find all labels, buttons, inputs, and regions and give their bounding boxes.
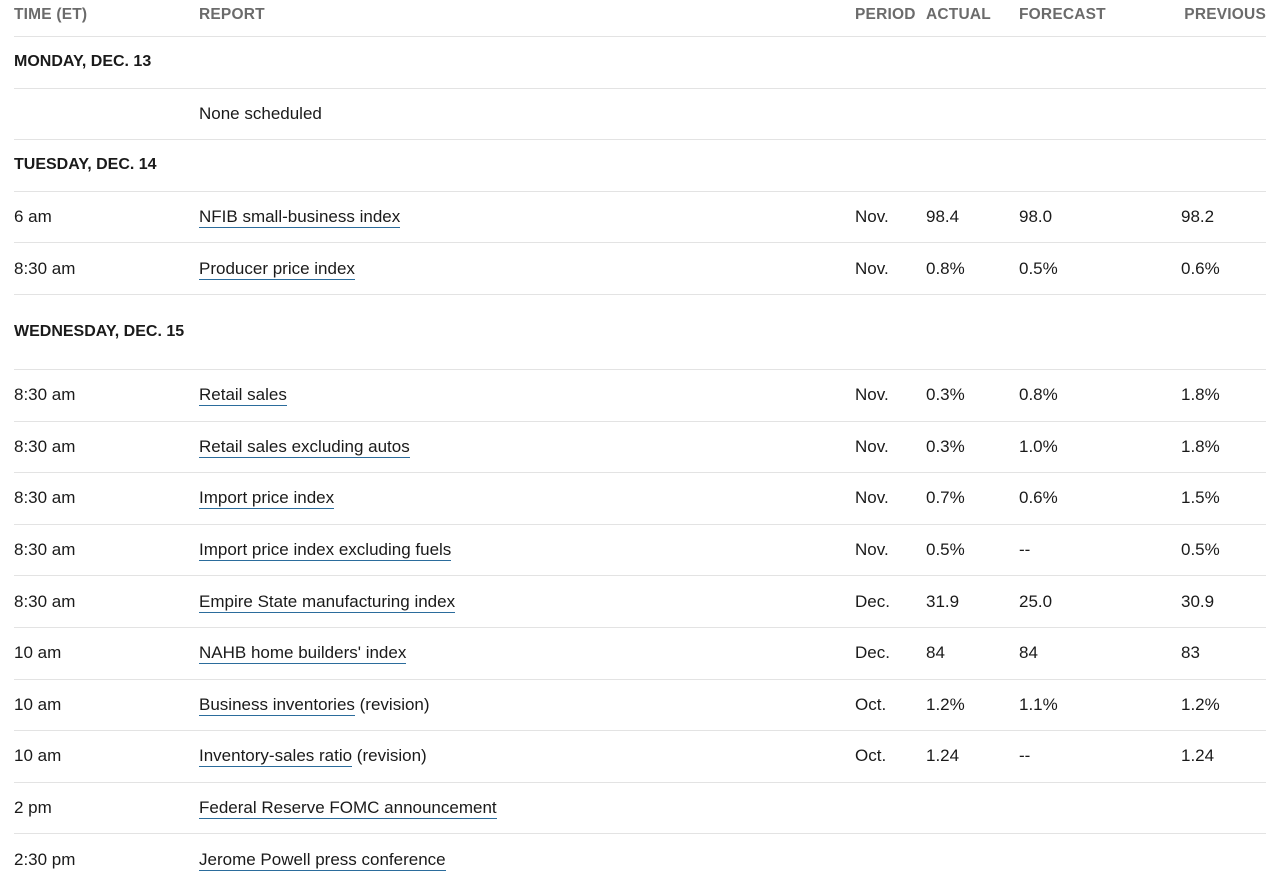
- table-row: [14, 680, 1266, 732]
- actual-cell: 98.4: [926, 207, 960, 227]
- report-cell: [199, 259, 855, 279]
- forecast-cell: 0.6%: [1019, 488, 1058, 508]
- period-cell: Dec.: [855, 591, 890, 611]
- time-cell: 8:30 am: [14, 591, 76, 611]
- time-cell: 2 pm: [14, 798, 52, 818]
- report-cell: [199, 592, 855, 612]
- report-link[interactable]: Retail sales excluding autos: [199, 436, 410, 456]
- actual-cell: 0.5%: [926, 540, 965, 560]
- previous-cell: 0.5%: [1181, 540, 1220, 560]
- report-link[interactable]: Federal Reserve FOMC announcement: [199, 798, 497, 818]
- report-cell: [199, 540, 855, 560]
- report-note: None scheduled: [199, 103, 322, 123]
- forecast-cell: 98.0: [1019, 207, 1053, 227]
- previous-cell: 1.8%: [1181, 385, 1220, 405]
- economic-calendar-table: [14, 0, 1266, 886]
- table-row: [14, 783, 1266, 835]
- actual-cell: 0.3%: [926, 436, 965, 456]
- report-cell: [199, 798, 855, 818]
- table-header-row: [14, 0, 1266, 37]
- previous-cell: 30.9: [1181, 591, 1215, 611]
- report-suffix: (revision): [352, 746, 427, 766]
- header-actual: ACTUAL: [926, 6, 991, 23]
- period-cell: Nov.: [855, 258, 889, 278]
- day-heading-row: [14, 295, 1266, 370]
- period-cell: Nov.: [855, 488, 889, 508]
- previous-cell: 83: [1181, 643, 1200, 663]
- time-cell: 6 am: [14, 207, 52, 227]
- period-cell: Nov.: [855, 207, 889, 227]
- table-row: [14, 243, 1266, 295]
- report-cell: [199, 437, 855, 457]
- report-link[interactable]: Inventory-sales ratio: [199, 746, 353, 766]
- actual-cell: 1.24: [926, 746, 960, 766]
- report-cell: [199, 643, 855, 663]
- forecast-cell: 25.0: [1019, 591, 1053, 611]
- table-row: [14, 370, 1266, 422]
- previous-cell: 98.2: [1181, 207, 1215, 227]
- period-cell: Oct.: [855, 694, 887, 714]
- report-link[interactable]: Jerome Powell press conference: [199, 850, 446, 870]
- report-cell: [199, 385, 855, 405]
- day-heading-row: [14, 37, 1266, 89]
- period-cell: Nov.: [855, 436, 889, 456]
- header-previous: PREVIOUS: [1184, 6, 1266, 23]
- report-cell: [199, 850, 855, 870]
- report-link[interactable]: Business inventories: [199, 694, 355, 714]
- header-forecast: FORECAST: [1019, 6, 1106, 23]
- forecast-cell: --: [1019, 540, 1031, 560]
- forecast-cell: --: [1019, 746, 1031, 766]
- previous-cell: 1.2%: [1181, 694, 1220, 714]
- header-time: TIME (ET): [14, 6, 88, 23]
- forecast-cell: 1.1%: [1019, 694, 1058, 714]
- time-cell: 2:30 pm: [14, 850, 76, 870]
- report-cell: [199, 207, 855, 227]
- period-cell: Dec.: [855, 643, 890, 663]
- report-link[interactable]: NFIB small-business index: [199, 207, 401, 227]
- previous-cell: 1.8%: [1181, 436, 1220, 456]
- actual-cell: 84: [926, 643, 945, 663]
- period-cell: Nov.: [855, 385, 889, 405]
- table-row: [14, 628, 1266, 680]
- report-link[interactable]: Import price index excluding fuels: [199, 540, 452, 560]
- table-row: [14, 422, 1266, 474]
- report-link[interactable]: Retail sales: [199, 385, 287, 405]
- report-link[interactable]: Empire State manufacturing index: [199, 591, 456, 611]
- table-row: [14, 731, 1266, 783]
- time-cell: 10 am: [14, 643, 62, 663]
- time-cell: 8:30 am: [14, 540, 76, 560]
- previous-cell: 0.6%: [1181, 258, 1220, 278]
- actual-cell: 31.9: [926, 591, 960, 611]
- time-cell: 10 am: [14, 746, 62, 766]
- time-cell: 10 am: [14, 694, 62, 714]
- actual-cell: 0.3%: [926, 385, 965, 405]
- forecast-cell: 0.5%: [1019, 258, 1058, 278]
- table-row: [14, 192, 1266, 244]
- header-report: REPORT: [199, 6, 265, 23]
- report-cell: [199, 488, 855, 508]
- actual-cell: 0.7%: [926, 488, 965, 508]
- table-row: [14, 473, 1266, 525]
- report-suffix: (revision): [354, 694, 430, 714]
- table-row: [14, 576, 1266, 628]
- day-heading-row: [14, 140, 1266, 192]
- header-period: PERIOD: [855, 6, 916, 23]
- forecast-cell: 1.0%: [1019, 436, 1058, 456]
- table-row: [14, 525, 1266, 577]
- previous-cell: 1.5%: [1181, 488, 1220, 508]
- time-cell: 8:30 am: [14, 385, 76, 405]
- report-link[interactable]: Import price index: [199, 488, 335, 508]
- day-heading: TUESDAY, DEC. 14: [14, 156, 157, 174]
- table-row: [14, 89, 1266, 141]
- actual-cell: 1.2%: [926, 694, 965, 714]
- forecast-cell: 84: [1019, 643, 1038, 663]
- day-heading: WEDNESDAY, DEC. 15: [14, 322, 185, 340]
- period-cell: Nov.: [855, 540, 889, 560]
- forecast-cell: 0.8%: [1019, 385, 1058, 405]
- report-cell: [199, 695, 855, 715]
- report-cell: [199, 746, 855, 766]
- time-cell: 8:30 am: [14, 258, 76, 278]
- time-cell: 8:30 am: [14, 488, 76, 508]
- table-row: [14, 834, 1266, 886]
- actual-cell: 0.8%: [926, 258, 965, 278]
- report-link[interactable]: NAHB home builders' index: [199, 643, 407, 663]
- day-heading: MONDAY, DEC. 13: [14, 53, 152, 71]
- report-link[interactable]: Producer price index: [199, 258, 355, 278]
- time-cell: 8:30 am: [14, 436, 76, 456]
- period-cell: Oct.: [855, 746, 887, 766]
- previous-cell: 1.24: [1181, 746, 1215, 766]
